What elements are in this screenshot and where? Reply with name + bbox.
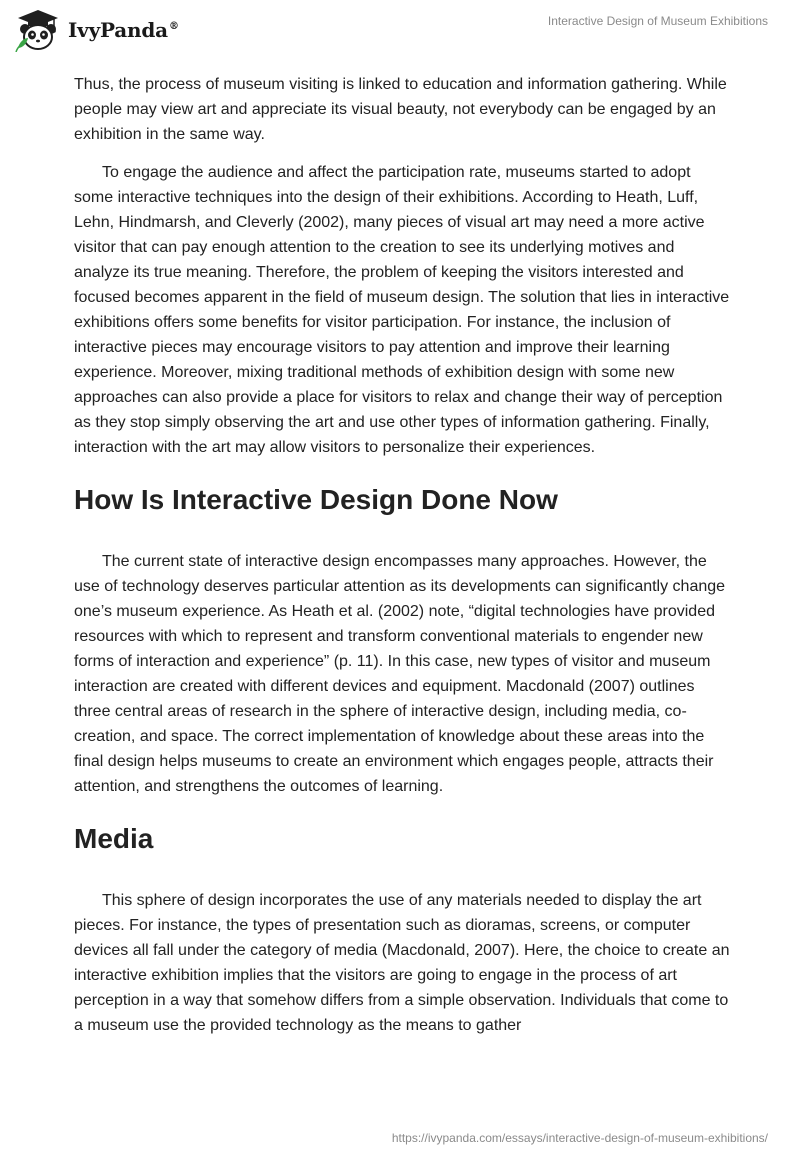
paragraph-1: Thus, the process of museum visiting is linked to education and information gathering. While people may view art and appreciate its visual beauty, not everybody can be engaged by an exhibition in the same way. xyxy=(74,76,727,143)
paragraph-4: This sphere of design incorporates the use of any materials needed to display the art pieces. For instance, the types of presentation such as dioramas, screens, or computer devices all fall under the category of media (Macdonald, 2007). Here, the choice to create an interactive exhibition implies that the visitors are going to engage in the process of art perception in a way that somehow differs from a simple observation. Individuals that come to a museum use the provided technology as the means to gather xyxy=(74,892,730,1034)
source-url[interactable]: https://ivypanda.com/essays/interactive-design-of-museum-exhibitions/ xyxy=(391,1131,768,1145)
registered-mark: ® xyxy=(168,21,179,33)
section-heading-interactive-design: How Is Interactive Design Done Now xyxy=(74,484,558,515)
paragraph-3: The current state of interactive design encompasses many approaches. However, the use of technology deserves particular attention as its developments can significantly change one’s museum experience. As Heath et al. (2002) note, “digital technologies have provided resources with which to represent and transform conventional materials to engender new forms of interaction and experience” (p. 11). In this case, new types of visitor and museum interaction are created with different devices and equipment. Macdonald (2007) outlines three central areas of research in the sphere of interactive design, including media, co-creation, and space. The correct implementation of knowledge about these areas into the final design helps museums to create an environment which engages people, attracts their attention, and strengthens the outcomes of learning. xyxy=(74,553,726,795)
page-header xyxy=(0,0,800,60)
section-heading-media: Media xyxy=(74,823,154,854)
panda-graduate-icon xyxy=(14,8,62,52)
document-title: Interactive Design of Museum Exhibitions xyxy=(547,14,768,28)
ivypanda-logo[interactable] xyxy=(14,8,179,52)
essay-content xyxy=(74,72,730,1051)
paragraph-2: To engage the audience and affect the participation rate, museums started to adopt some interactive techniques into the design of their exhibitions. According to Heath, Luff, Lehn, Hindmarsh, and Cleverly (2002), many pieces of visual art may need a more active visitor that can pay enough attention to the creation to see its underlying motives and analyze its true meaning. Therefore, the problem of keeping the visitors interested and focused becomes apparent in the field of museum design. The solution that lies in interactive exhibitions offers some benefits for visitor participation. For instance, the inclusion of interactive pieces may encourage visitors to pay attention and improve their learning experience. Moreover, mixing traditional methods of exhibition design with some new approaches can also provide a place for visitors to relax and change their way of perception as they stop simply observing the art and use other types of information gathering. Finally, interaction with the art may allow visitors to personalize their experiences. xyxy=(74,164,730,456)
brand-name: IvyPanda® xyxy=(68,18,179,42)
